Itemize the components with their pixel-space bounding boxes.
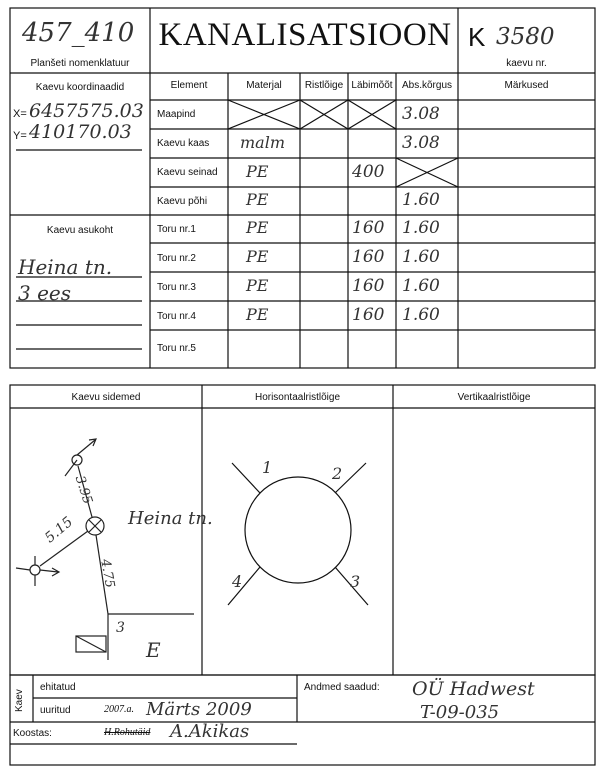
row-height: 1.60	[402, 276, 440, 296]
house-number: 3	[116, 620, 125, 636]
compiled-label: Koostas:	[13, 728, 52, 739]
plan-number: 457_410	[22, 18, 135, 48]
row-element: Kaevu kaas	[157, 138, 210, 149]
row-material: PE	[246, 305, 269, 324]
well-side-label: Kaev	[14, 689, 25, 712]
row-diameter: 400	[352, 162, 385, 182]
coord-x-prefix: X=	[13, 108, 27, 120]
pipe-label-2: 2	[332, 464, 343, 483]
well-prefix: K	[468, 22, 486, 52]
col-header-cross: Ristlõige	[304, 80, 344, 91]
row-element: Maapind	[157, 109, 196, 120]
panel-title-horizontal: Horisontaalristlõige	[254, 392, 341, 403]
col-header-element: Element	[170, 80, 208, 91]
row-height: 3.08	[402, 104, 440, 124]
row-height: 1.60	[402, 218, 440, 238]
row-material: PE	[246, 190, 269, 209]
row-material: PE	[246, 247, 269, 266]
pipe-label-1: 1	[262, 458, 273, 477]
col-header-diameter: Läbimõõt	[351, 80, 393, 91]
row-material: PE	[246, 276, 269, 295]
col-header-notes: Märkused	[504, 80, 549, 91]
pipe-label-3: 3	[350, 572, 361, 591]
house-letter: E	[146, 638, 161, 662]
data-source-company: OÜ Hadwest	[412, 678, 535, 700]
data-source-label: Andmed saadud:	[304, 682, 380, 693]
coord-y-value: 410170.03	[29, 121, 132, 143]
row-diameter: 160	[352, 218, 385, 238]
row-material: malm	[240, 133, 285, 152]
row-height: 1.60	[402, 305, 440, 325]
row-element: Toru nr.5	[157, 343, 196, 354]
col-header-height: Abs.kõrgus	[401, 80, 453, 91]
surveyed-date: Märts 2009	[146, 699, 252, 720]
horizontal-section-drawing	[228, 463, 368, 605]
row-element: Toru nr.2	[157, 253, 196, 264]
row-element: Kaevu seinad	[157, 167, 218, 178]
row-diameter: 160	[352, 305, 385, 325]
location-detail: 3 ees	[18, 281, 72, 305]
location-label: Kaevu asukoht	[46, 225, 114, 236]
coords-label: Kaevu koordinaadid	[35, 82, 125, 93]
row-element: Kaevu põhi	[157, 196, 208, 207]
location-street: Heina tn.	[18, 255, 113, 279]
row-diameter: 160	[352, 276, 385, 296]
row-height: 1.60	[402, 190, 440, 210]
well-caption: kaevu nr.	[506, 58, 547, 69]
compiled-by: A.Akikas	[170, 721, 250, 742]
plan-caption: Planšeti nomenklatuur	[30, 58, 130, 69]
panel-title-connections: Kaevu sidemed	[71, 392, 141, 403]
coord-y-prefix: Y=	[13, 130, 27, 142]
measure-down: 4.75	[97, 558, 118, 590]
page-title: KANALISATSIOON	[158, 17, 452, 53]
row-material: PE	[246, 218, 269, 237]
panel-title-vertical: Vertikaalristlõige	[457, 392, 531, 403]
connections-sketch	[16, 439, 194, 660]
compiled-original: H.Rohutäid	[104, 727, 151, 738]
street-label: Heina tn.	[128, 508, 213, 529]
col-header-material: Materjal	[246, 80, 282, 91]
built-label: ehitatud	[40, 682, 76, 693]
row-element: Toru nr.4	[157, 311, 196, 322]
row-material: PE	[246, 162, 269, 181]
row-element: Toru nr.1	[157, 224, 196, 235]
pipe-label-4: 4	[232, 572, 243, 591]
well-number: 3580	[496, 24, 555, 50]
surveyed-year: 2007.a.	[104, 704, 134, 715]
measure-left: 5.15	[42, 513, 77, 547]
data-source-code: T-09-035	[420, 702, 500, 723]
row-diameter: 160	[352, 247, 385, 267]
coord-x-value: 6457575.03	[29, 100, 144, 122]
measure-top: 3.95	[71, 474, 95, 507]
row-element: Toru nr.3	[157, 282, 196, 293]
row-height: 1.60	[402, 247, 440, 267]
surveyed-label: uuritud	[40, 705, 71, 716]
row-height: 3.08	[402, 133, 440, 153]
